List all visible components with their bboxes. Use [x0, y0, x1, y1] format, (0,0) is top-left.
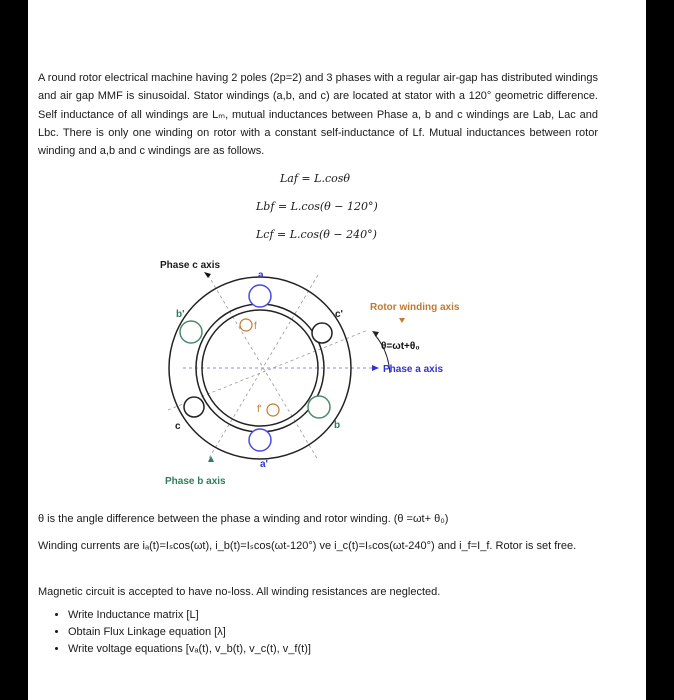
- label-a-prime: a': [260, 459, 268, 470]
- phase-a-axis-label: Phase a axis: [383, 364, 444, 375]
- task-item: • Write voltage equations [vₐ(t), v_b(t), v_c(t), v_f(t)]: [68, 641, 598, 658]
- label-f: f: [254, 321, 257, 332]
- rotor-arrow-icon: [399, 318, 405, 323]
- label-b-prime: b': [176, 309, 185, 320]
- slot-a: [249, 285, 271, 307]
- theta-definition: θ is the angle difference between the phase a winding and rotor winding. (θ =ωt+ θ₀): [38, 513, 449, 525]
- label-c: c: [175, 421, 181, 432]
- phase-c-axis-label: Phase c axis: [160, 260, 221, 271]
- phase-c-arrow-icon: [204, 272, 211, 278]
- magnetic-paragraph: Magnetic circuit is accepted to have no-loss. All winding resistances are neglected.: [38, 586, 441, 598]
- equation-lcf: Lcf = L.cos(θ − 240°): [256, 228, 377, 241]
- label-c-prime: c': [335, 309, 343, 320]
- intro-paragraph: A round rotor electrical machine having 2 poles (2p=2) and 3 phases with a regular air-gap has distributed windings and air gap MMF is sinusoidal. Stator windings (a,b, and c) are located at stator with a 120° geometric difference. Self inductance of all windings are Lₘ, mutual inductances between Phase a, b and c windings are Lab, Lac and Lbc. There is only one winding on rotor with a constant self-inductance of Lf. Mutual inductances between rotor winding and a,b and c windings are as follows.: [38, 72, 598, 158]
- theta-arrow-icon: [372, 331, 379, 337]
- task-list: [38, 607, 598, 658]
- equation-laf: Laf = L.cosθ: [280, 172, 350, 185]
- slot-f-prime: [267, 404, 279, 416]
- label-a: a: [258, 270, 264, 281]
- slot-b-prime: [180, 321, 202, 343]
- task-item: • Write Inductance matrix [L]: [68, 607, 598, 624]
- phase-a-arrow-icon: [372, 365, 379, 371]
- phase-b-axis-label: Phase b axis: [165, 476, 226, 487]
- label-b: b: [334, 420, 341, 431]
- currents-paragraph: Winding currents are iₐ(t)=Iₛcos(ωt), i_b(t)=Iₛcos(ωt-120°) ve i_c(t)=Iₛcos(ωt-240°) and i_f=I_f. Rotor is set free.: [38, 540, 577, 552]
- task-item: • Obtain Flux Linkage equation [λ]: [68, 624, 598, 641]
- slot-c: [184, 397, 204, 417]
- rotor-axis-label: Rotor winding axis: [370, 302, 460, 313]
- slot-a-prime: [249, 429, 271, 451]
- slot-c-prime: [312, 323, 332, 343]
- document-page: [28, 0, 646, 700]
- equation-lbf: Lbf = L.cos(θ − 120°): [256, 200, 378, 213]
- slot-f: [240, 319, 252, 331]
- theta-label: θ=ωt+θ₀: [381, 341, 420, 352]
- slot-b: [308, 396, 330, 418]
- phase-b-arrow-icon: [208, 456, 214, 462]
- label-f-prime: f': [257, 404, 262, 415]
